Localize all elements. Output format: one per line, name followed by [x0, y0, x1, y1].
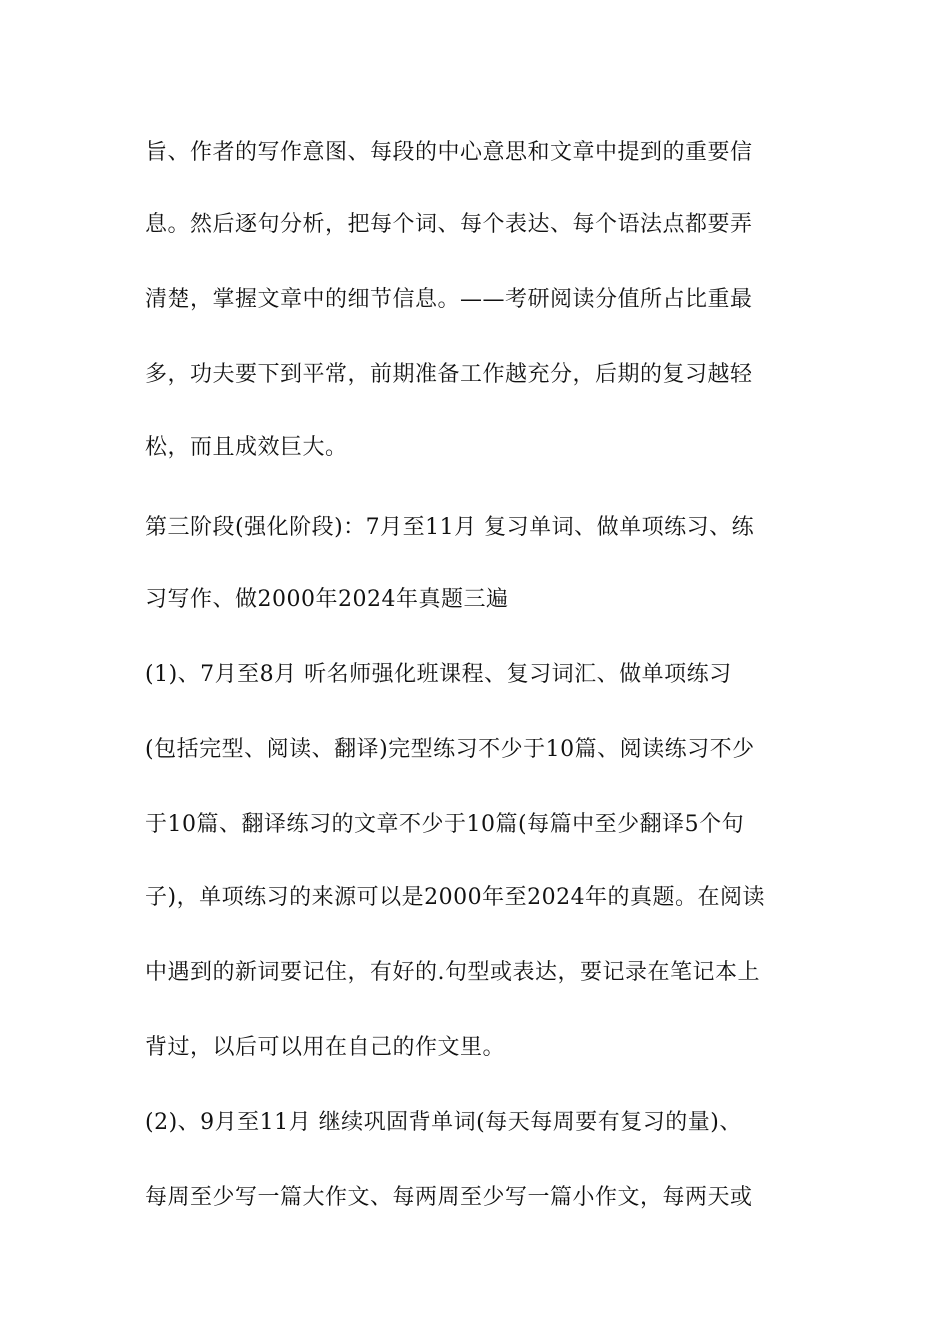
text-line: 多，功夫要下到平常，前期准备工作越充分，后期的复习越轻 [145, 362, 753, 387]
text-line: 子)，单项练习的来源可以是2000年至2024年的真题。在阅读 [145, 885, 766, 910]
text-line: 背过，以后可以用在自己的作文里。 [145, 1035, 506, 1060]
section-heading-line: 第三阶段(强化阶段)：7月至11月 复习单词、做单项练习、练 [145, 515, 755, 540]
text-line: 松，而且成效巨大。 [145, 435, 348, 460]
text-line: 旨、作者的写作意图、每段的中心意思和文章中提到的重要信 [145, 140, 753, 165]
text-line: (包括完型、阅读、翻译)完型练习不少于10篇、阅读练习不少 [145, 737, 755, 762]
list-item-line: (2)、9月至11月 继续巩固背单词(每天每周要有复习的量)、 [145, 1110, 742, 1135]
text-line: 每周至少写一篇大作文、每两周至少写一篇小作文，每两天或 [145, 1185, 753, 1210]
text-line: 习写作、做2000年2024年真题三遍 [145, 587, 509, 612]
text-line: 中遇到的新词要记住，有好的.句型或表达，要记录在笔记本上 [145, 960, 760, 985]
text-line: 息。然后逐句分析，把每个词、每个表达、每个语法点都要弄 [145, 212, 753, 237]
text-line: 清楚，掌握文章中的细节信息。——考研阅读分值所占比重最 [145, 287, 753, 312]
list-item-line: (1)、7月至8月 听名师强化班课程、复习词汇、做单项练习 [145, 662, 732, 687]
text-line: 于10篇、翻译练习的文章不少于10篇(每篇中至少翻译5个句 [145, 812, 745, 837]
